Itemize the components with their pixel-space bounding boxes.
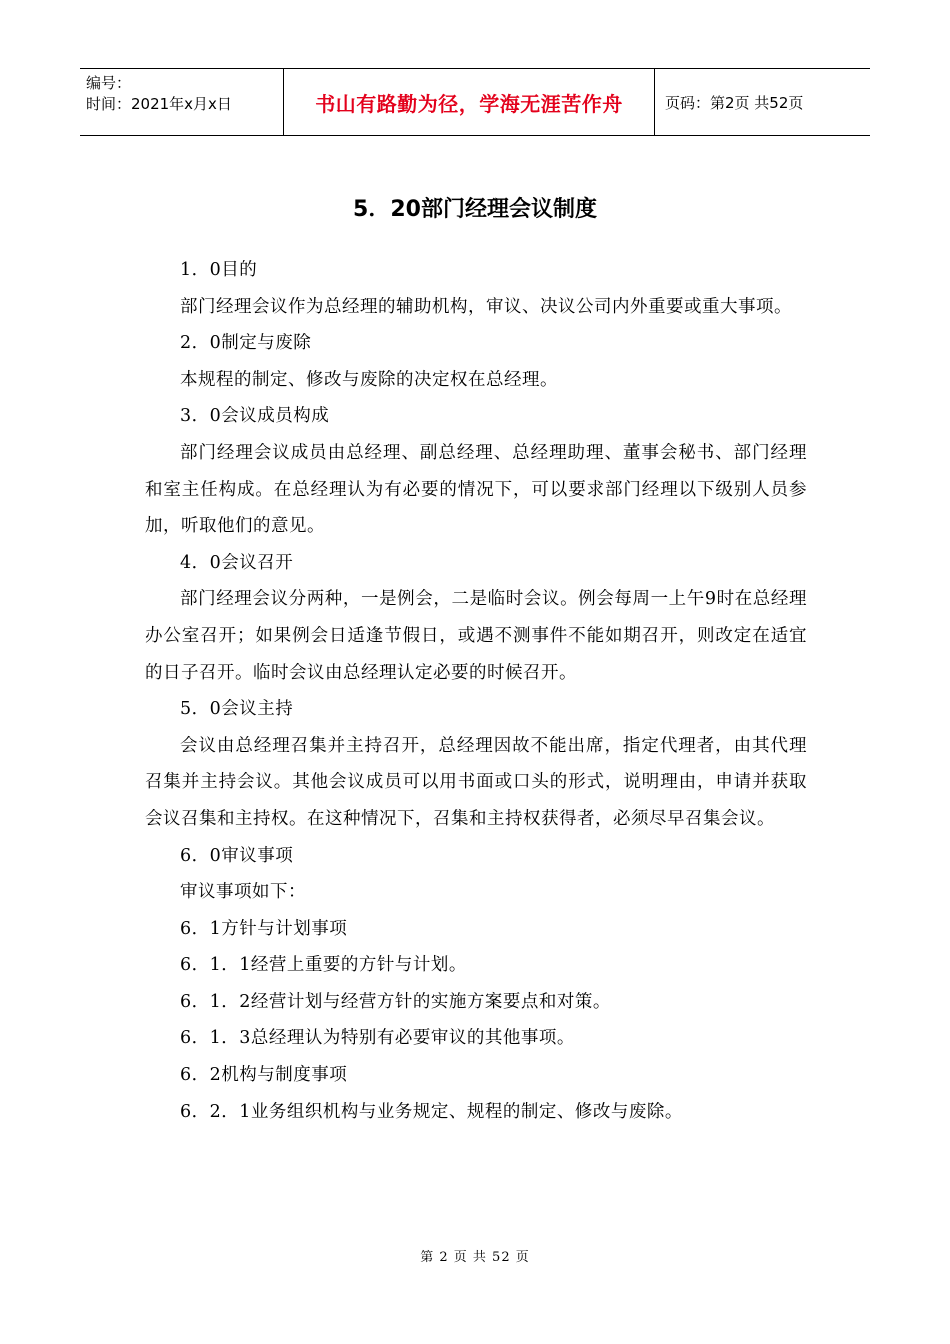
section-heading: 1．0目的 [180, 260, 258, 280]
section-heading: 4．0会议召开 [180, 552, 294, 573]
section-heading: 2．0制定与废除 [180, 333, 312, 354]
header-motto-cell [283, 69, 655, 135]
body-paragraph: 审议事项如下： [180, 882, 306, 903]
body-paragraph: 本规程的制定、修改与废除的决定权在总经理。 [180, 369, 558, 390]
document-title: 5．20部门经理会议制度 [353, 197, 597, 222]
document-time-label: 时间：2021年x月x日 [86, 95, 232, 113]
section-heading: 3．0会议成员构成 [180, 406, 330, 427]
header-page-code: 页码：第2页 共52页 [665, 93, 804, 112]
body-paragraph: 部门经理会议分两种，一是例会，二是临时会议。例会每周一上午9时在总经理办公室召开；如果例会日适逢节假日，或遇不测事件不能如期召开，则改定在适宜的日子召开。临时会议由总经理认定必要的时候召开。 [145, 589, 807, 683]
page-footer: 第 2 页 共 52 页 [420, 1250, 530, 1265]
document-body [145, 252, 807, 1130]
subsection-heading: 6．1方针与计划事项 [180, 918, 348, 939]
header-page-cell [655, 69, 870, 135]
page-header [80, 68, 870, 136]
header-motto: 书山有路勤为径，学海无涯苦作舟 [315, 91, 623, 116]
list-item: 6．2．1业务组织机构与业务规定、规程的制定、修改与废除。 [180, 1101, 683, 1122]
body-paragraph: 部门经理会议作为总经理的辅助机构，审议、决议公司内外重要或重大事项。 [180, 296, 792, 317]
subsection-heading: 6．2机构与制度事项 [180, 1065, 348, 1086]
section-heading: 6．0审议事项 [180, 845, 294, 866]
body-paragraph: 部门经理会议成员由总经理、副总经理、总经理助理、董事会秘书、部门经理和室主任构成。在总经理认为有必要的情况下，可以要求部门经理以下级别人员参加，听取他们的意见。 [145, 442, 807, 537]
header-meta [80, 69, 283, 135]
document-number-label: 编号： [86, 74, 132, 92]
section-heading: 5．0会议主持 [180, 699, 294, 720]
list-item: 6．1．1经营上重要的方针与计划。 [180, 955, 467, 976]
list-item: 6．1．2经营计划与经营方针的实施方案要点和对策。 [180, 991, 611, 1012]
body-paragraph: 会议由总经理召集并主持召开，总经理因故不能出席，指定代理者，由其代理召集并主持会议。其他会议成员可以用书面或口头的形式，说明理由，申请并获取会议召集和主持权。在这种情况下，召集和主持权获得者，必须尽早召集会议。 [145, 735, 807, 829]
list-item: 6．1．3总经理认为特别有必要审议的其他事项。 [180, 1028, 575, 1049]
